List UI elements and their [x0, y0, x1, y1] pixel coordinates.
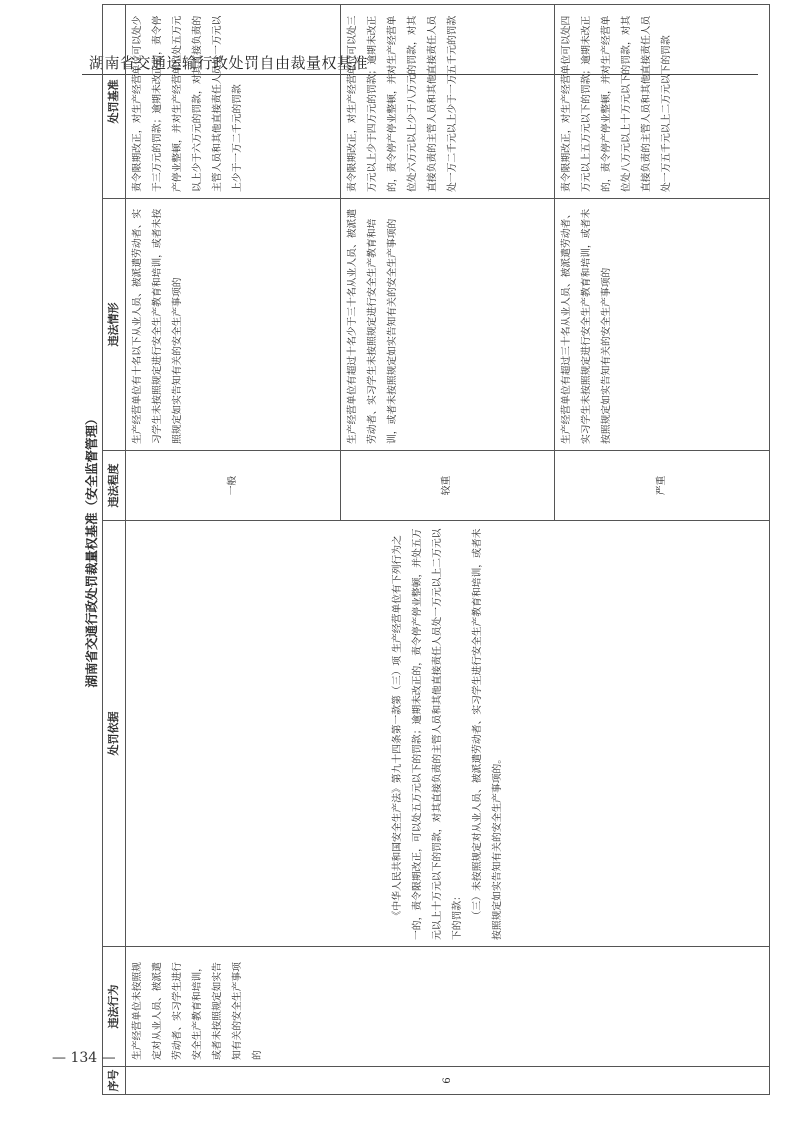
penalty-benchmark-table — [102, 4, 770, 1095]
page-number: — 134 — — [52, 1050, 116, 1066]
rotated-page-content — [82, 5, 793, 1095]
header-circumstance: 违法情形 — [103, 199, 126, 451]
header-degree: 违法程度 — [103, 451, 126, 521]
header-behavior: 违法行为 — [103, 947, 126, 1067]
penalty-cell: 责令限期改正，对生产经营单位可以处四万元以上五万元以下的罚款；逾期未改正的，责令停产停业整顿，并对生产经营单位处八万元以上十万元以下的罚款，对其直接负责的主管人员和其他直接责任人员处一万五千元以上二万元以下的罚款 — [555, 5, 770, 199]
table-row — [126, 5, 341, 1095]
running-header-title: 湖南省交通运输行政处罚自由裁量权基准 — [89, 54, 369, 72]
circumstance-cell: 生产经营单位有超过十名少于三十名从业人员、被派遣劳动者、实习学生未按照规定进行安全生产教育和培训，或者未按照规定如实告知有关的安全生产事项的 — [340, 199, 555, 451]
basis-cell — [126, 521, 770, 947]
degree-cell: 一般 — [126, 451, 341, 521]
circumstance-cell: 生产经营单位有十名以下从业人员、被派遣劳动者、实习学生未按照规定进行安全生产教育和培训，或者未按照规定如实告知有关的安全生产事项的 — [126, 199, 341, 451]
behavior-cell: 生产经营单位未按照规定对从业人员、被派遣劳动者、实习学生进行安全生产教育和培训，或者未按照规定如实告知有关的安全生产事项的 — [126, 947, 770, 1067]
degree-cell: 较重 — [340, 451, 555, 521]
degree-cell: 严重 — [555, 451, 770, 521]
header-seq: 序号 — [103, 1067, 126, 1095]
penalty-cell: 责令限期改正，对生产经营单位可以处三万元以上少于四万元的罚款；逾期未改正的，责令停产停业整顿，并对生产经营单位处六万元以上少于八万元的罚款，对其直接负责的主管人员和其他直接责任人员处一万二千元以上少于一万五千元的罚款 — [340, 5, 555, 199]
basis-paragraph: （三）未按照规定对从业人员、被派遣劳动者、实习学生进行安全生产教育和培训，或者未按照规定如实告知有关的安全生产事项的。 — [471, 528, 503, 940]
penalty-cell: 责令限期改正，对生产经营单位可以处少于三万元的罚款；逾期未改正的，责令停产停业整顿，并对生产经营单位处五万元以上少于六万元的罚款，对其直接负责的主管人员和其他直接责任人员处一万元以上少于一万二千元的罚款 — [126, 5, 341, 199]
table-title: 湖南省交通行政处罚裁量权基准（安全监督管理） — [84, 412, 99, 688]
header-penalty: 处罚基准 — [103, 5, 126, 199]
header-basis: 处罚依据 — [103, 521, 126, 947]
circumstance-cell: 生产经营单位有超过三十名从业人员、被派遣劳动者、实习学生未按照规定进行安全生产教育和培训，或者未按照规定如实告知有关的安全生产事项的 — [555, 199, 770, 451]
seq-cell: 6 — [126, 1067, 770, 1095]
basis-paragraph: 《中华人民共和国安全生产法》第九十四条第一款第（三）项 生产经营单位有下列行为之一的，责令限期改正，可以处五万元以下的罚款；逾期未改正的，责令停产停业整顿，并处五万元以上十万元以下的罚款，对其直接负责的主管人员和其他直接责任人员处一万元以上二万元以下的罚款： — [391, 528, 463, 940]
table-header-row — [103, 5, 126, 1095]
